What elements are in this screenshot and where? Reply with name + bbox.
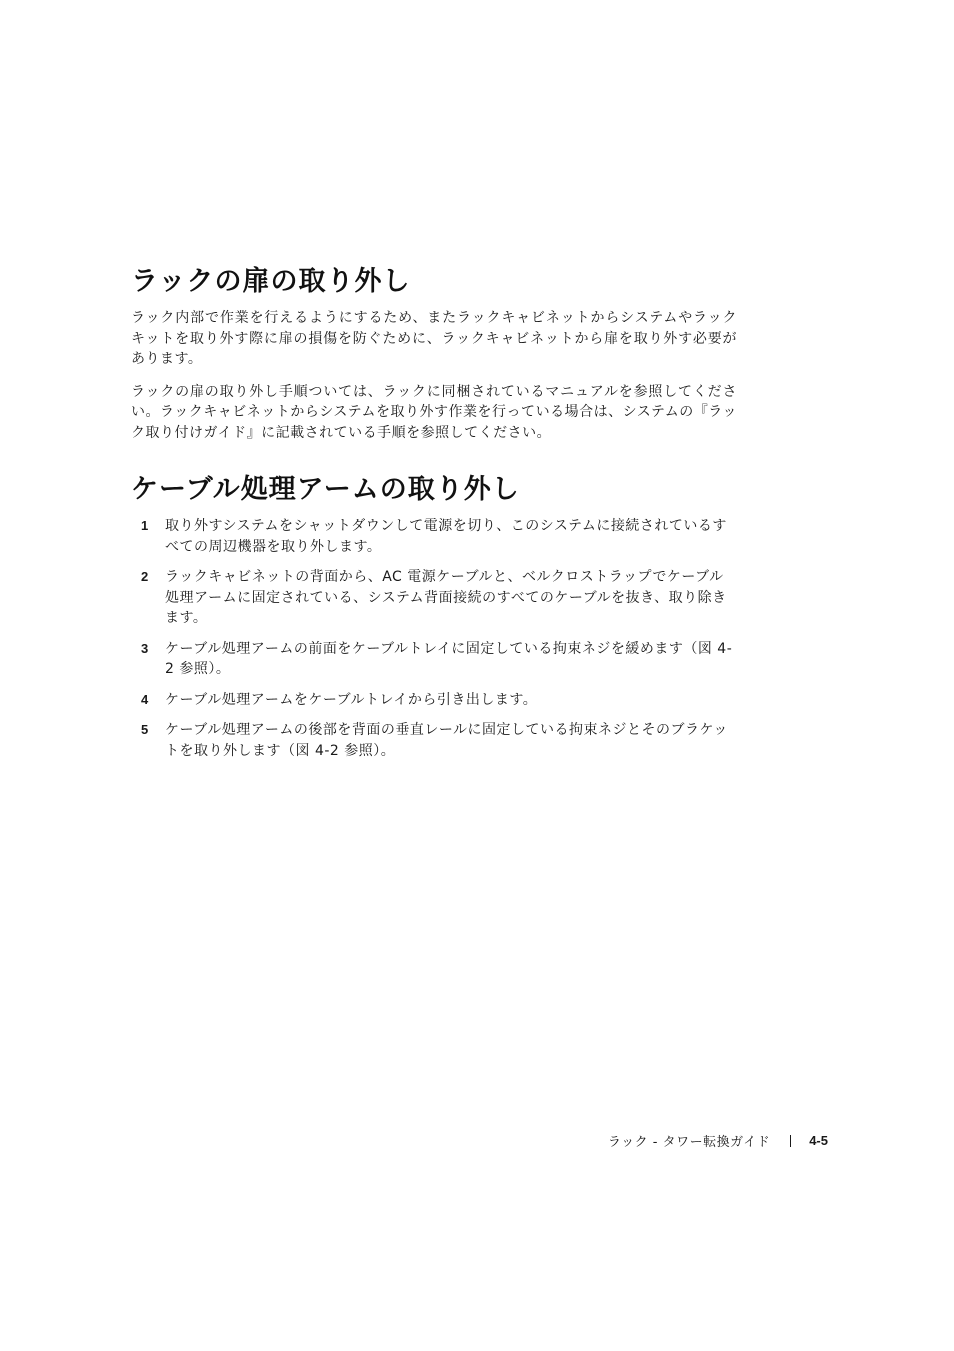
footer-divider (790, 1135, 791, 1147)
step-text: ケーブル処理アームの後部を背面の垂直レールに固定している拘束ネジとそのブラケットを取り外します（図 4-2 参照）。 (165, 722, 728, 759)
step-number: 2 (141, 569, 149, 584)
paragraph: ラック内部で作業を行えるようにするため、またラックキャビネットからシステムやラックキットを取り外す際に扉の損傷を防ぐために、ラックキャビネットから扉を取り外す必要があります。 (131, 310, 738, 367)
footer-title: ラック - タワー転換ガイド (607, 1135, 771, 1150)
step-text: ケーブル処理アームをケーブルトレイから引き出します。 (165, 691, 538, 708)
step-number: 3 (141, 640, 149, 656)
section-cable-arm-removal (131, 470, 737, 761)
step-number: 4 (141, 691, 149, 707)
section-heading: ケーブル処理アームの取り外し (131, 474, 520, 505)
step-number: 1 (141, 518, 149, 533)
step-text: 取り外すシステムをシャットダウンして電源を切り、このシステムに接続されているすべての周辺機器を取り外します。 (165, 518, 727, 555)
step-item (131, 516, 737, 557)
step-number: 5 (141, 722, 149, 737)
step-list (131, 516, 737, 761)
step-item (131, 639, 737, 680)
step-text: ラックキャビネットの背面から、AC 電源ケーブルと、ベルクロストラップでケーブル処理アームに固定されている、システム背面接続のすべてのケーブルを抜き、取り除きます。 (165, 569, 727, 626)
step-item (131, 567, 737, 629)
step-text: ケーブル処理アームの前面をケーブルトレイに固定している拘束ネジを緩めます（図 4-2 参照）。 (165, 640, 733, 677)
page-footer (608, 1131, 828, 1150)
page-number: 4-5 (809, 1133, 828, 1148)
step-item (131, 690, 737, 711)
section-rack-door-removal (131, 262, 737, 443)
paragraph: ラックの扉の取り外し手順ついては、ラックに同梱されているマニュアルを参照してください。ラックキャビネットからシステムを取り外す作業を行っている場合は、システムの『ラック取り付けガイド』に記載されている手順を参照してください。 (131, 383, 737, 441)
step-item (131, 720, 737, 761)
section-heading: ラックの扉の取り外し (131, 266, 411, 297)
page-content (131, 262, 737, 761)
